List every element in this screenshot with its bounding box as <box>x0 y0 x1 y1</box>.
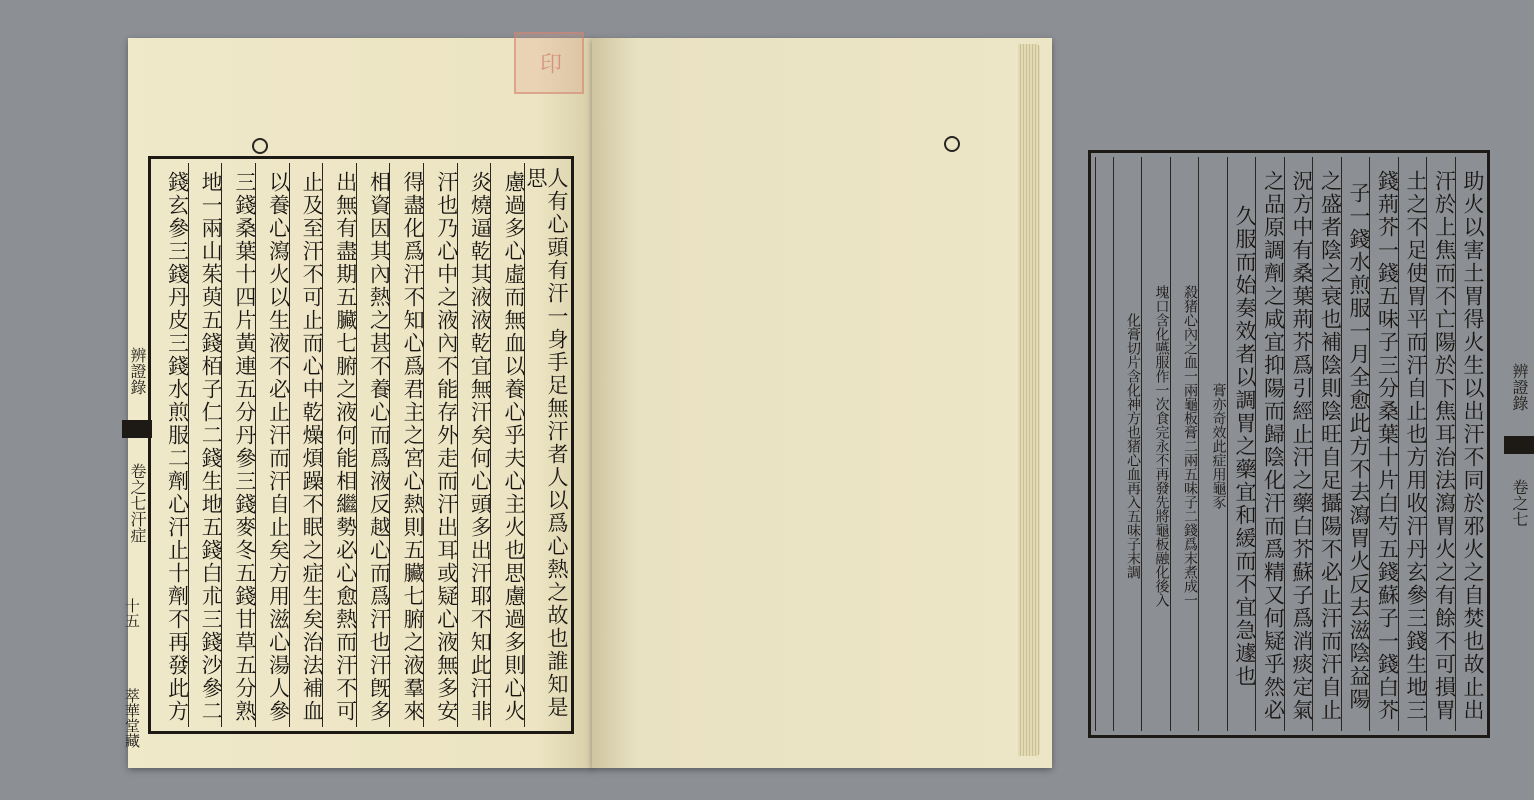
left-text-frame <box>148 156 574 734</box>
left-publisher: 萃華堂藏 <box>123 688 141 748</box>
text-column: 助火以害土胃得火生以出汗不同於邪火之自焚也故止出 <box>1455 157 1484 731</box>
fishtail-mark-icon <box>1504 436 1534 454</box>
note-line: 化膏切片含化神方也 <box>1125 313 1141 439</box>
note-sub-text: 膏亦奇效 <box>1210 383 1227 439</box>
text-column: 相資因其內熱之甚不養心而爲液反越心而爲汗也汗旣多 <box>356 163 390 727</box>
right-text-frame <box>1088 150 1490 738</box>
text-column: 以養心瀉火以生液不必止汗而汗自止矣方用滋心湯人參 <box>255 163 289 727</box>
text-column: 汗也乃心中之液內不能存外走而汗出耳或疑心液無多安 <box>423 163 457 727</box>
page-stack-edge <box>1018 44 1040 756</box>
text-column: 之盛者陰之衰也補陰則陰旺自足攝陽不必止汗而汗自止 <box>1312 157 1341 731</box>
text-column: 出無有盡期五臟七腑之液何能相繼勢必心愈熱而汗不可 <box>322 163 356 727</box>
text-column: 地一兩山茱萸五錢栢子仁二錢生地五錢白朮三錢沙參二 <box>188 163 222 727</box>
text-column: 三錢桑葉十四片黃連五分丹參三錢麥冬五錢甘草五分熟 <box>221 163 255 727</box>
left-page-number: 十五 <box>123 598 141 628</box>
left-page <box>123 38 594 768</box>
note-column <box>1113 157 1142 731</box>
left-chapter-title: 卷之七汗症 <box>128 463 147 543</box>
note-line: 猪心血再入五味子末調 <box>1125 439 1141 579</box>
text-column: 汗於上焦而不亡陽於下焦耳治法瀉胃火之有餘不可損胃 <box>1426 157 1455 731</box>
text-column: 慮過多心虛而無血以養心乎夫心主火也思慮過多則心火 <box>490 163 524 727</box>
text-column: 炎燒逼乾其液液乾宜無汗矣何心頭多出汗耶不知此汗非 <box>457 163 491 727</box>
left-book-title: 辨證錄 <box>128 347 147 395</box>
text-column: 土之不足使胃平而汗自止也方用收汗丹玄參三錢生地三 <box>1398 157 1427 731</box>
note-column <box>1141 157 1170 731</box>
book-spread <box>118 28 1529 780</box>
right-margin-banner <box>1498 156 1534 734</box>
text-column: 久服而始奏效者以調胃之藥宜和緩而不宜急遽也 <box>1227 157 1256 731</box>
note-line: 塊口含化嚥服作一次食完永不再發先將龜板融化後入 <box>1153 285 1170 607</box>
text-column: 錢荊芥一錢五味子三分桑葉十片白芍五錢蘇子一錢白芥 <box>1369 157 1398 731</box>
circle-mark <box>944 136 960 152</box>
text-column: 止及至汗不可止而心中乾燥煩躁不眠之症生矣治法補血 <box>289 163 323 727</box>
text-column: 之品原調劑之咸宜抑陽而歸陰化汗而爲精又何疑乎然必 <box>1255 157 1284 731</box>
note-heading-text: 此症用龜豕 <box>1210 439 1227 509</box>
right-book-title: 辨證錄 <box>1510 363 1529 411</box>
text-column: 得盡化爲汗不知心爲君主之宮心熱則五臟七腑之液羣來 <box>389 163 423 727</box>
right-page <box>592 38 1529 768</box>
note-heading <box>1198 157 1227 731</box>
text-column: 子一錢水煎服一月全愈此方不去瀉胃火反去滋陰益陽 <box>1341 157 1370 731</box>
text-column: 人有心頭有汗一身手足無汗者人以爲心熱之故也誰知是思 <box>524 163 567 727</box>
circle-mark <box>252 138 268 154</box>
blank-column <box>1095 157 1113 731</box>
note-column <box>1170 157 1199 731</box>
right-chapter-title: 卷之七 <box>1510 479 1529 527</box>
text-column: 錢玄參三錢丹皮三錢水煎服二劑心汗止十劑不再發此方 <box>165 171 190 723</box>
left-margin-banner <box>118 156 152 734</box>
note-line: 殺猪心內之血一兩龜板膏二兩五味子二錢爲末煮成一 <box>1182 285 1198 607</box>
library-seal-stamp: 印 <box>514 32 584 94</box>
text-column: 況方中有桑葉荊芥爲引經止汗之藥白芥蘇子爲消痰定氣 <box>1284 157 1313 731</box>
